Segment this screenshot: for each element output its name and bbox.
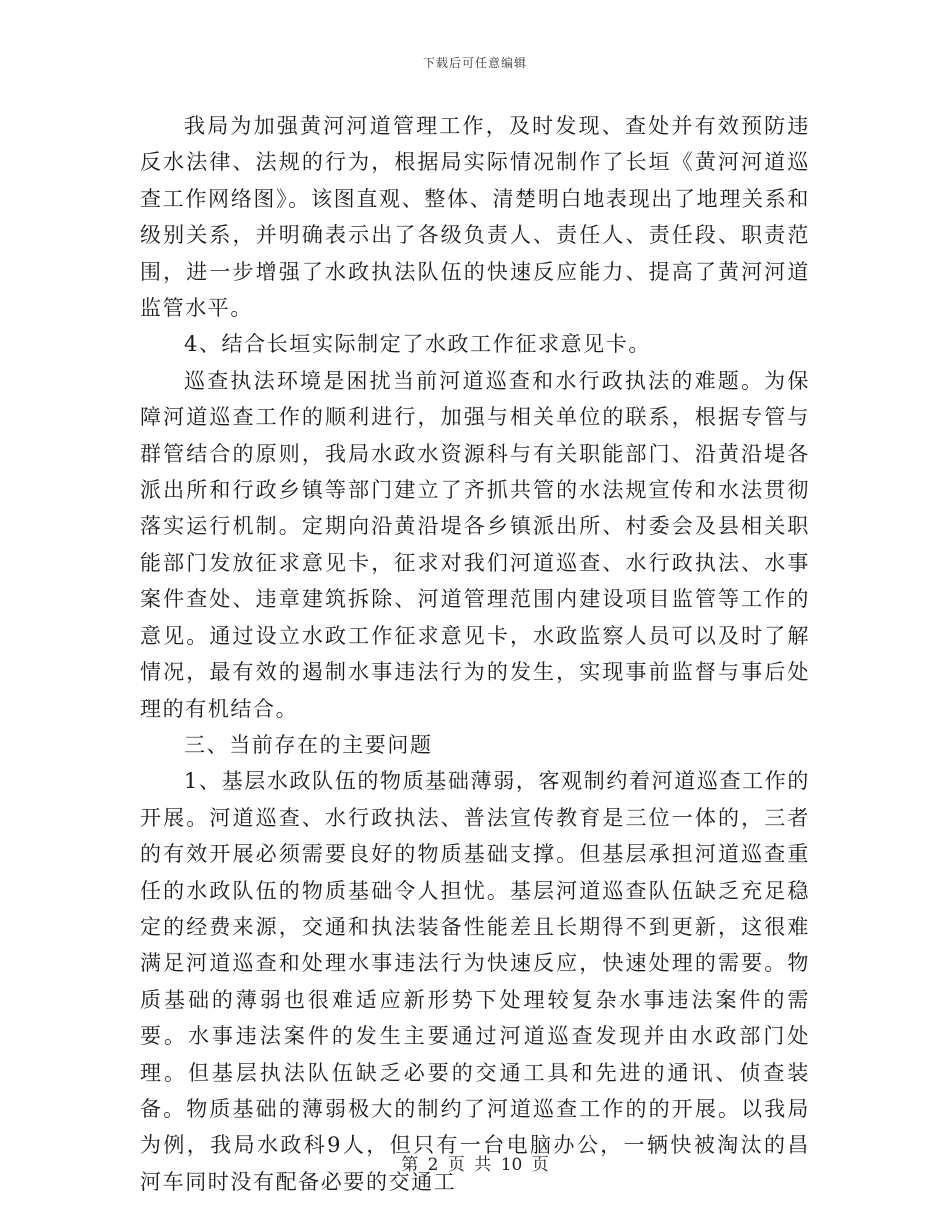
paragraph-heading-opinion-card: 4、结合长垣实际制定了水政工作征求意见卡。 [184,332,651,357]
section-heading-problems: 三、当前存在的主要问题 [184,732,433,757]
paragraph-opinion-card: 巡查执法环境是困扰当前河道巡查和水行政执法的难题。为保障河道巡查工作的顺利进行，加强与相关单位的联系，根据专管与群管结合的原则，我局水政水资源科与有关职能部门、沿黄沿堤各派出所和行政乡镇等部门建立了齐抓共管的水法规宣传和水法贯彻落实运行机制。定期向沿黄沿堤各乡镇派出所、村委会及县相关职能部门发放征求意见卡，征求对我们河道巡查、水行政执法、水事案件查处、违章建筑拆除、河道管理范围内建设项目监管等工作的意见。通过设立水政工作征求意见卡，水政监察人员可以及时了解情况，最有效的遏制水事违法行为的发生，实现事前监督与事后处理的有机结合。 [140,368,810,721]
page-number: 第 2 页 共 10 页 [401,1155,549,1175]
page-header: 下载后可任意编辑 [422,56,527,70]
paragraph-network-map: 我局为加强黄河河道管理工作，及时发现、查处并有效预防违反水法律、法规的行为，根据局实际情况制作了长垣《黄河河道巡查工作网络图》。该图直观、整体、清楚明白地表现出了地理关系和级别关系，并明确表示出了各级负责人、责任人、责任段、职责范围，进一步增强了水政执法队伍的快速反应能力、提高了黄河河道监管水平。 [140,114,810,321]
paragraph-material-basis: 1、基层水政队伍的物质基础薄弱，客观制约着河道巡查工作的开展。河道巡查、水行政执法、普法宣传教育是三位一体的，三者的有效开展必须需要良好的物质基础支撑。但基层承担河道巡查重任的水政队伍的物质基础令人担忧。基层河道巡查队伍缺乏充足稳定的经费来源，交通和执法装备性能差且长期得不到更新，这很难满足河道巡查和处理水事违法行为快速反应，快速处理的需要。物质基础的薄弱也很难适应新形势下处理较复杂水事违法案件的需要。水事违法案件的发生主要通过河道巡查发现并由水政部门处理。但基层执法队伍缺乏必要的交通工具和先进的通讯、侦查装备。物质基础的薄弱极大的制约了河道巡查工作的的开展。以我局为例，我局水政科9人，但只有一台电脑办公，一辆快被淘汰的昌河车同时没有配备必要的交通工 [140,769,810,1194]
document-body [140,108,810,1200]
